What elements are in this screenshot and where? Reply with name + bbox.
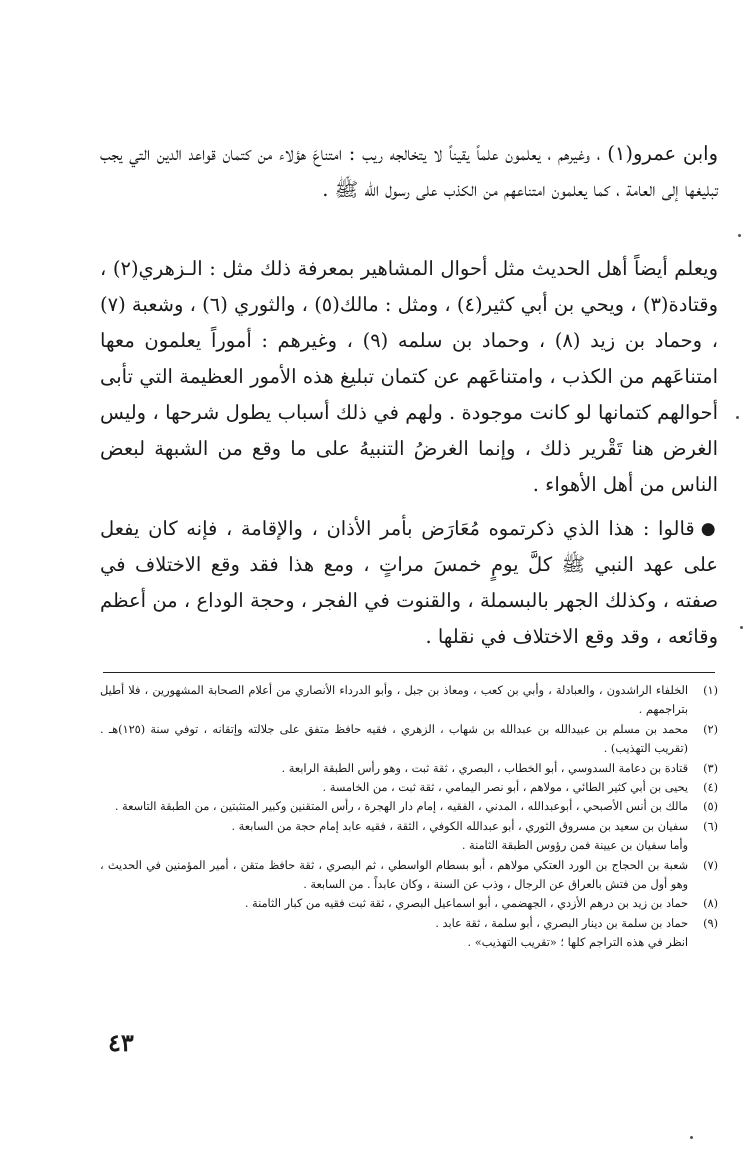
footnote-7	[100, 856, 718, 895]
footnote-divider	[103, 672, 715, 673]
footnote-text: مالك بن أنس الأصبحي ، أبوعبدالله ، المدني ، الفقيه ، إمام دار الهجرة ، رأس المتقنين وكبير المتثبتين ، من الطبقة التاسعة .	[114, 800, 688, 814]
footnote-text: محمد بن مسلم بن عبيدالله بن عبدالله بن شهاب ، الزهري ، فقيه حافظ متفق على جلالته وإتقانه ، توفي سنة (١٢٥)هـ . (تقريب التهذيب) .	[100, 722, 688, 756]
footnote-4	[100, 778, 718, 797]
footnote-number: (٧)	[703, 858, 718, 872]
footnote-3	[100, 759, 718, 778]
footnote-text: انظر في هذه التراجم كلها ؛ «تقريب التهذيب» .	[467, 936, 688, 950]
footnote-9	[100, 914, 718, 933]
footnote-number: (٦)	[703, 819, 718, 833]
footnote-number: (٤)	[703, 781, 718, 795]
footnote-text: قتادة بن دعامة السدوسي ، أبو الخطاب ، البصري ، ثقة ثبت ، وهو رأس الطبقة الرابعة .	[281, 761, 688, 775]
footnote-1	[100, 681, 718, 720]
footnote-text: الخلفاء الراشدون ، والعبادلة ، وأبي بن كعب ، ومعاذ بن جبل ، وأبو الدرداء الأنصاري من أعلام الصحابة المشهورين ، فلا أطيل بتراجمهم .	[100, 684, 688, 717]
footnote-6	[100, 817, 718, 836]
scan-speck	[738, 234, 741, 237]
footnote-text: شعبة بن الحجاج بن الورد العتكي مولاهم ، أبو بسطام الواسطي ، ثم البصري ، ثقة حافظ متقن ، أمير المؤمنين في الحديث ، وهو أول من فتش بالعراق عن الرجال ، وذب عن السنة ، وكان عابداً . من السابعة .	[100, 858, 688, 892]
footnote-number: (٣)	[703, 761, 718, 775]
footnote-5	[100, 797, 718, 816]
footnote-number: (٩)	[703, 916, 718, 930]
footnote-text: حماد بن سلمة بن دينار البصري ، أبو سلمة ، ثقة عابد .	[435, 916, 688, 930]
footnote-2	[100, 720, 718, 759]
footnote-text: يحيى بن أبي كثير الطائي ، مولاهم ، أبو نصر اليمامي ، ثقة ثبت ، من الخامسة .	[322, 781, 688, 795]
footnote-text: سفيان بن سعيد بن مسروق الثوري ، أبو عبدالله الكوفي ، الثقة ، فقيه عابد إمام حجة من السابعة .	[231, 819, 688, 833]
footnote-references-note	[100, 933, 718, 952]
footnote-number: (١)	[703, 684, 718, 697]
footnote-number: (٥)	[703, 800, 718, 814]
footnote-8	[100, 894, 718, 913]
footnote-number: (٨)	[703, 897, 718, 911]
page-number: ٤٣	[108, 1028, 134, 1057]
main-paragraph-2: ويعلم أيضاً أهل الحديث مثل أحوال المشاهير بمعرفة ذلك مثل : الـزهري(٢) ، وقتادة(٣) ، ويحي بن أبي كثير(٤) ، ومثل : مالك(٥) ، والثوري (٦) ، وشعبة (٧) ، وحماد بن زيد (٨) ، وحماد بن سلمه (٩) ، وغيرهم : أموراً يعلمون معها امتناعَهم من الكذب ، وامتناعَهم عن كتمان تبليغ هذه الأمور العظيمة التي تأبى أحوالهم كتمانها لو كانت موجودة . ولهم في ذلك أسباب يطول شرحها ، وليس الغرض هنا تَقْرير ذلك ، وإنما الغرضُ التنبيهُ على ما وقع من الشبهة لبعض الناس من أهل الأهواء .	[100, 257, 718, 496]
footnote-text: حماد بن زيد بن درهم الأزدي ، الجهضمي ، أبو اسماعيل البصري ، ثقة ثبت فقيه من كبار الثامنة .	[244, 897, 688, 911]
footnote-number: (٢)	[703, 722, 718, 736]
main-paragraph-3	[100, 511, 718, 655]
footnotes-list	[100, 681, 718, 953]
scan-speck	[690, 1136, 693, 1139]
footnote-text: وأما سفيان بن عيينة فمن رؤوس الطبقة الثامنة .	[461, 839, 688, 853]
scan-speck	[736, 416, 739, 419]
scan-speck	[740, 626, 743, 629]
main-paragraph-1: وابن عمرو(١) ، وغيرهم ، يعلمون علماً يقيناً لا يتخالجه ريب : امتناعَ هؤلاء من كتمان قواعد الدين التي يجب تبليغها إلى العامة ، كما يعلمون امتناعهم من الكذب على رسول الله ﷺ .	[100, 142, 719, 201]
main-paragraph-3-text: قالوا : هذا الذي ذكرتموه مُعَارَض بأمر الأذان ، والإقامة ، فإنه كان يفعل على عهد النبي ﷺ كلَّ يومٍ خمسَ مراتٍ ، ومع هذا فقد وقع الاختلاف في صفته ، وكذلك الجهر بالبسملة ، والقنوت في الفجر ، وحجة الوداع ، من أعظم وقائعه ، وقد وقع الاختلاف في نقلها .	[100, 517, 718, 648]
footnote-6-continuation	[100, 836, 718, 855]
bullet-icon: ●	[700, 519, 718, 539]
